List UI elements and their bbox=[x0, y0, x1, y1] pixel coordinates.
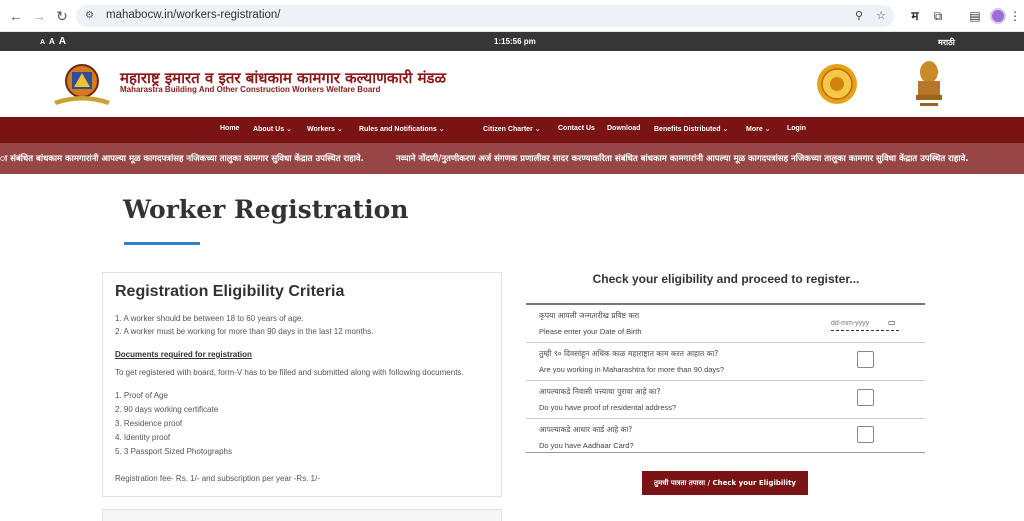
secondary-card bbox=[102, 509, 502, 521]
question-row-aadhaar bbox=[526, 419, 925, 457]
question-marathi: तुम्ही ९० दिवसांहून अधिक काळ महाराष्ट्रात काम करत आहात का? bbox=[539, 349, 719, 358]
nav-benefits-distributed[interactable]: Benefits Distributed ⌄ bbox=[654, 126, 729, 133]
back-arrow-icon[interactable]: ← bbox=[9, 8, 23, 24]
question-marathi: आपल्याकडे निवासी पत्त्याचा पुरावा आहे का? bbox=[539, 387, 661, 396]
profile-avatar[interactable] bbox=[990, 8, 1006, 24]
question-row-address bbox=[526, 381, 925, 419]
nav-home[interactable]: Home bbox=[220, 125, 240, 132]
page-title: Worker Registration bbox=[123, 195, 409, 224]
documents-intro: To get registered with board, form-V has to be filled and submitted along with following documents. bbox=[115, 368, 464, 377]
zoom-icon[interactable]: ⚲ bbox=[854, 10, 864, 22]
nav-more[interactable]: More ⌄ bbox=[746, 126, 771, 133]
question-english: Do you have proof of residental address? bbox=[539, 403, 677, 412]
org-name-marathi: महाराष्ट्र इमारत व इतर बांधकाम कामगार कल्याणकारी मंडळ bbox=[120, 69, 446, 87]
nav-workers[interactable]: Workers ⌄ bbox=[307, 126, 343, 133]
org-name-english: Maharastra Building And Other Construction Workers Welfare Board bbox=[120, 85, 381, 94]
board-logo-icon[interactable] bbox=[52, 63, 112, 107]
puzzle-icon[interactable]: ⧉ bbox=[933, 9, 943, 23]
nav-login[interactable]: Login bbox=[787, 125, 807, 132]
address-proof-checkbox[interactable] bbox=[857, 389, 874, 406]
url-text[interactable]: mahabocw.in/workers-registration/ bbox=[106, 9, 281, 21]
eligibility-questions bbox=[526, 303, 925, 453]
site-info-icon[interactable]: ⚙ bbox=[85, 10, 94, 21]
calendar-icon[interactable]: ▭ bbox=[888, 318, 896, 327]
question-row-working bbox=[526, 343, 925, 381]
sidebar-icon[interactable]: ▤ bbox=[969, 9, 981, 23]
documents-heading: Documents required for registration bbox=[115, 350, 252, 359]
nav-citizen-charter[interactable]: Citizen Charter ⌄ bbox=[483, 126, 541, 133]
question-english: Do you have Aadhaar Card? bbox=[539, 441, 634, 450]
font-reset-button[interactable]: A bbox=[49, 37, 56, 46]
criteria-title: Registration Eligibility Criteria bbox=[115, 283, 345, 300]
question-english: Are you working in Maharashtra for more than 90 days? bbox=[539, 365, 725, 374]
reload-icon[interactable]: ↻ bbox=[56, 8, 68, 24]
nav-rules-notifications[interactable]: Rules and Notifications ⌄ bbox=[359, 126, 445, 133]
marquee-text-right: नव्याने नोंदणी/नुतणीकरण अर्ज संगणक प्रणालीवर सादर करण्याकरिता संबंधित बांधकाम कामगारांनी आपल्या मूळ कागदपत्रांसह नजिकच्या तालुका कामगार सुविधा केंद्रात उपस्थित राहावे. bbox=[396, 154, 969, 164]
font-increase-button[interactable]: A bbox=[58, 36, 67, 47]
check-eligibility-button[interactable]: तुमची पात्रता तपासा / Check your Eligibility bbox=[642, 471, 808, 495]
criteria-rule: 1. A worker should be between 18 to 60 years of age. bbox=[115, 314, 304, 323]
language-toggle[interactable]: मराठी bbox=[938, 38, 955, 47]
aadhaar-card-checkbox[interactable] bbox=[857, 426, 874, 443]
registration-fee: Registration fee- Rs. 1/- and subscription per year -Rs. 1/- bbox=[115, 474, 320, 483]
criteria-rule: 2. A worker must be working for more than 90 days in the last 12 months. bbox=[115, 327, 374, 336]
maharashtra-seal-icon bbox=[816, 63, 858, 105]
forward-arrow-icon[interactable]: → bbox=[32, 8, 46, 24]
document-item: 2. 90 days working certificate bbox=[115, 405, 219, 414]
address-bar[interactable] bbox=[76, 5, 894, 27]
announcement-marquee bbox=[0, 143, 1024, 174]
nav-download[interactable]: Download bbox=[607, 125, 641, 132]
working-90-days-checkbox[interactable] bbox=[857, 351, 874, 368]
font-size-controls bbox=[40, 36, 67, 47]
main-navigation bbox=[0, 117, 1024, 143]
document-item: 4. Identity proof bbox=[115, 433, 171, 442]
eligibility-criteria-card bbox=[102, 272, 502, 497]
question-english: Please enter your Date of Birth bbox=[539, 327, 642, 336]
document-item: 3. Residence proof bbox=[115, 419, 183, 428]
browser-toolbar bbox=[0, 0, 1024, 32]
title-underline bbox=[124, 242, 200, 245]
document-item: 5. 3 Passport Sized Photographs bbox=[115, 447, 232, 456]
top-strip bbox=[0, 32, 1024, 51]
question-row-dob bbox=[526, 305, 925, 343]
national-emblem-icon bbox=[912, 59, 946, 111]
translate-button[interactable]: म bbox=[911, 9, 919, 23]
nav-about-us[interactable]: About Us ⌄ bbox=[253, 126, 292, 133]
nav-contact-us[interactable]: Contact Us bbox=[558, 125, 595, 132]
font-decrease-button[interactable]: A bbox=[40, 39, 47, 46]
site-header bbox=[0, 51, 1024, 117]
clock: 1:15:56 pm bbox=[494, 37, 536, 46]
question-marathi: आपल्याकडे आधार कार्ड आहे का? bbox=[539, 425, 633, 434]
more-vert-icon[interactable]: ⋮ bbox=[1009, 9, 1021, 23]
bookmark-star-icon[interactable]: ☆ bbox=[876, 10, 886, 22]
document-item: 1. Proof of Age bbox=[115, 391, 168, 400]
question-marathi: कृपया आपली जन्मतारीख प्रविष्ट करा bbox=[539, 311, 640, 320]
marquee-text-left: ा संबंधित बांधकाम कामगारांनी आपल्या मूळ कागदपत्रांसह नजिकच्या तालुका कामगार सुविधा केंद्रात उपस्थित राहावे. bbox=[0, 154, 364, 164]
eligibility-title: Check your eligibility and proceed to register... bbox=[592, 272, 860, 286]
